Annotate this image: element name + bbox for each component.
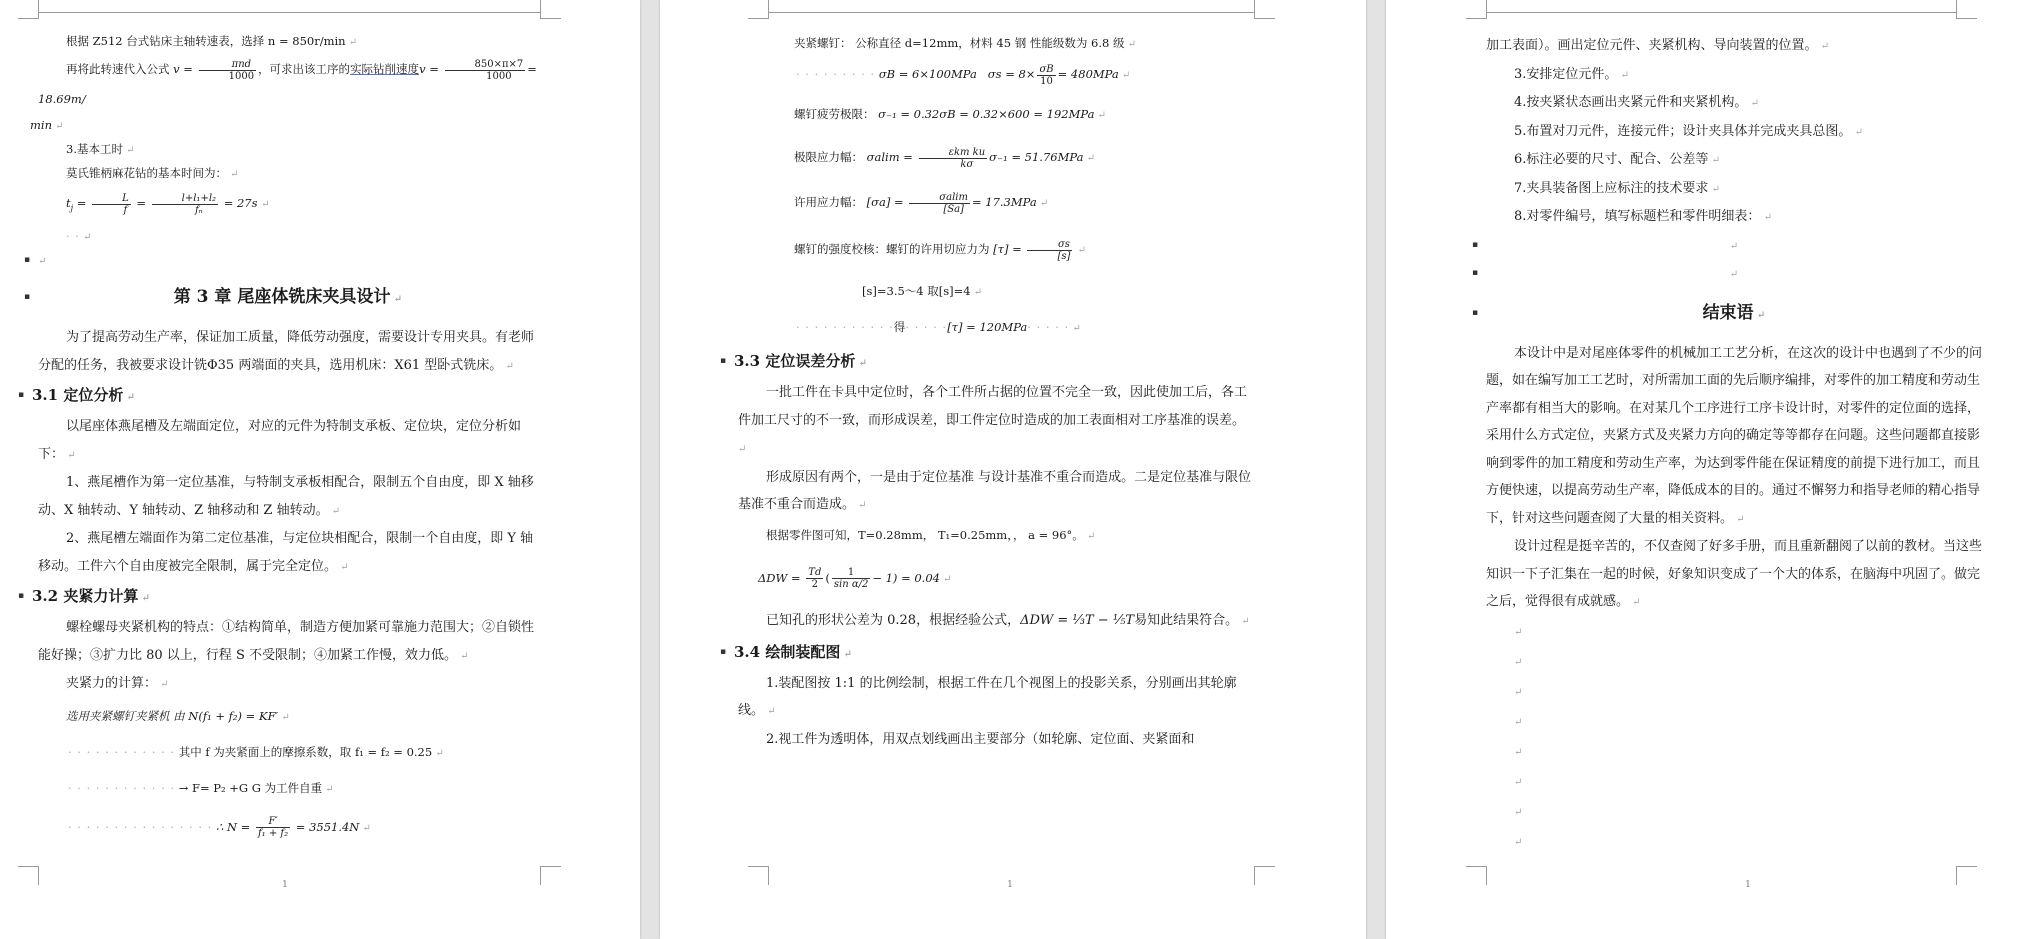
page-3-body <box>1486 32 1982 857</box>
actual-speed-text: 再将此转速代入公式 <box>66 62 170 76</box>
allowable-label: 许用应力幅： <box>794 195 863 209</box>
limit-label: 极限应力幅： <box>794 150 863 164</box>
fraction <box>909 192 970 215</box>
section-3-1-para: 以尾座体燕尾槽及左端面定位，对应的元件为特制支承板、定位块，定位分析如下： ↵ <box>38 413 538 469</box>
friction-text: 其中 f 为夹紧面上的摩擦系数，取 f₁ = f₂ = 0.25 <box>178 744 433 759</box>
force-relation-text: → F= P₂ +G G 为工件自重 <box>178 780 323 795</box>
chapter-intro: 为了提高劳动生产率，保证加工质量，降低劳动强度，需要设计专用夹具。有老师分配的任务，我被要求设计铣Φ35 两端面的夹具，选用机床：X61 型卧式铣床。 ↵ <box>38 324 538 380</box>
basic-time-heading: 3.基本工时 ↵ <box>38 138 538 162</box>
actual-speed-line <box>38 54 538 114</box>
fraction-denominator: 2 <box>811 579 819 590</box>
empty-paragraph <box>1514 617 1982 647</box>
section-3-2-para: 螺栓螺母夹紧机构的特点：①结构简单，制造方便加紧可靠施力范围大；②自锁性能好操；③扩力比 80 以上，行程 S 不受限制；④加紧工作慢，效力低。 ↵ <box>38 614 538 670</box>
section-3-4-item-1: 1.装配图按 1:1 的比例绘制，根据工件在几个视图上的投影关系，分别画出其轮廓线。 ↵ <box>738 670 1256 726</box>
empty-paragraph <box>1514 677 1982 707</box>
fraction-numerator: 1 <box>832 567 870 579</box>
formula-v: v = <box>173 62 197 76</box>
formula-result: σ₋₁ = 51.76MPa <box>989 150 1084 164</box>
page-number: 1 <box>1007 880 1013 890</box>
step-3: 3.安排定位元件。 ↵ <box>1486 61 1982 90</box>
dw-paren: ( <box>825 570 830 585</box>
fraction <box>445 59 526 82</box>
fatigue-formula: σ₋₁ = 0.32σB = 0.32×600 = 192MPa <box>878 107 1095 121</box>
page-2-body <box>734 32 1256 753</box>
step-7: 7.夹具装备图上应标注的技术要求 ↵ <box>1486 175 1982 204</box>
margin-corner-mark <box>1466 866 1487 885</box>
actual-speed-term: 实际钻削速度 <box>350 62 420 76</box>
fraction-denominator: [s] <box>1057 250 1071 262</box>
fraction-numerator: L <box>92 193 131 205</box>
fraction <box>199 59 256 82</box>
continued-text: 加工表面）。画出定位元件、夹紧机构、导向装置的位置。 ↵ <box>1486 32 1982 61</box>
header-line <box>768 12 1254 13</box>
allowable-stress <box>766 180 1256 226</box>
dw-formula-lhs: ΔDW = <box>758 570 805 585</box>
document-page-2 <box>660 0 1366 939</box>
empty-paragraph <box>1514 827 1982 857</box>
sigma-formulas: · · · · · · · · · σB = 6×100MPa σs = 8× $\frac{\sigma B}{10}$ = 480MPa ↵ <box>766 56 1256 94</box>
fatigue-label: 螺钉疲劳极限： <box>794 107 875 121</box>
section-3-4-title: ▪ 3.4 绘制装配图 ↵ <box>734 637 1256 670</box>
document-page-1 <box>0 0 640 939</box>
margin-corner-mark <box>540 0 561 19</box>
step-8: 8.对零件编号，填写标题栏和零件明细表： ↵ <box>1486 203 1982 232</box>
empty-paragraph <box>1514 707 1982 737</box>
screw-spec: 夹紧螺钉： 公称直径 d=12mm，材料 45 钢 性能级数为 6.8 级 ↵ <box>766 32 1256 56</box>
formula-t: t <box>66 196 71 210</box>
force-relation: · · · · · · · · · · · · → F= P₂ +G G 为工件自重 ↵ <box>38 771 538 807</box>
allowable-formula: [σa] = <box>866 195 908 209</box>
fraction <box>1037 64 1055 87</box>
sigma-s-formula: σs = 8× <box>987 67 1036 81</box>
formula-result: = 3551.4N <box>295 819 360 834</box>
fraction-numerator: σs <box>1027 239 1072 251</box>
formula-result: = 27s <box>223 196 258 210</box>
section-3-4-body <box>738 670 1256 754</box>
safety-factor: [s]=3.5～4 取[s]=4 ↵ <box>766 274 1256 310</box>
section-3-3-para-3: 根据零件图可知，T=0.28mm， T₁=0.25mm，， a = 96°。 ↵ <box>738 520 1256 552</box>
fraction-numerator: σB <box>1039 63 1054 75</box>
fraction <box>152 193 218 216</box>
header-line <box>1486 12 1956 13</box>
section-3-1-item-1: 1、燕尾槽作为第一定位基准，与特制支承板相配合，限制五个自由度，即 X 轴移动、X 轴转动、Y 轴转动、Z 轴移动和 Z 轴转动。 ↵ <box>38 469 538 525</box>
section-3-3-para-1: 一批工件在卡具中定位时，各个工件所占据的位置不完全一致，因此使加工后，各工件加工尺寸的不一致，而形成误差，即工件定位时造成的加工表面相对工序基准的误差。 ↵ <box>738 379 1256 464</box>
section-3-1-item-2: 2、燕尾槽左端面作为第二定位基准，与定位块相配合，限制一个自由度，即 Y 轴移动。工件六个自由度被完全限制，属于完全定位。 ↵ <box>38 525 538 581</box>
formula-n: ∴ N = <box>215 819 254 834</box>
fraction-denominator: [Sa] <box>943 203 964 215</box>
allowable-shear: · · · · · · · · · · ·得· · · · ·[τ] = 120MPa· · · · · ↵ <box>766 310 1256 346</box>
fraction-denominator: f₁ + f₂ <box>257 828 289 840</box>
empirical-formula: ΔDW = ⅓T − ⅕T <box>1020 612 1135 628</box>
time-formula: $t_j$ = $\frac{L}{f}$ = $\frac{\text{l+l₁+l₂}}{\text{fₙ}}$ = 27s ↵ <box>38 186 538 225</box>
empty-paragraph <box>1514 767 1982 797</box>
para-4-text: 易知此结果符合。 <box>1134 612 1239 628</box>
fraction-denominator: 1000 <box>486 70 512 82</box>
conclusion-para-1: 本设计中是对尾座体零件的机械加工工艺分析，在这次的设计中也遇到了不少的问题，如在编写加工工艺时，对所需加工面的先后顺序编排，对零件的加工精度和劳动生产率都有相当大的影响。在对某几个工序进行工序卡设计时，对零件的定位面的选择，采用什么方式定位，夹紧方式及夹紧力方向的确定等等都存在问题。这些问题都直接影响到零件的加工精度和劳动生产率，为达到零件能在保证精度的前提下进行加工，而且方便快速，以提高劳动生产率，降低成本的目的。通过不懈努力和指导老师的精心指导下，针对这些问题查阅了大量的相关资料。 ↵ <box>1486 340 1982 534</box>
empty-paragraph <box>1514 797 1982 827</box>
limit-formula: σalim = <box>866 150 917 164</box>
empty-paragraph: · · ↵ <box>38 225 538 249</box>
margin-corner-mark <box>1956 0 1977 19</box>
fraction-numerator: σalim <box>909 192 970 204</box>
fraction-numerator: 850×π×7 <box>445 59 526 71</box>
fraction-denominator: sin α/2 <box>833 579 869 590</box>
step-6: 6.标注必要的尺寸、配合、公差等 ↵ <box>1486 146 1982 175</box>
section-3-3-para-2: 形成原因有两个，一是由于定位基准 与设计基准不重合而造成。二是定位基准与限位基准不重合而造成。 ↵ <box>738 464 1256 520</box>
section-3-3-title: ▪ 3.3 定位误差分析 ↵ <box>734 346 1256 379</box>
formula-v: v = <box>419 62 443 76</box>
fraction <box>256 816 290 839</box>
page-number: 1 <box>1745 880 1751 890</box>
strength-label: 螺钉的强度校核：螺钉的许用切应力为 <box>794 242 990 256</box>
header-line <box>38 12 540 13</box>
step-4: 4.按夹紧状态画出夹紧元件和夹紧机构。 ↵ <box>1486 89 1982 118</box>
margin-corner-mark <box>1254 0 1275 19</box>
speed-selection: 根据 Z512 台式钻床主轴转速表，选择 n = 850r/min ↵ <box>38 30 538 54</box>
page-number: 1 <box>282 880 288 890</box>
empty-lines <box>1486 617 1982 857</box>
fraction <box>806 567 823 590</box>
margin-corner-mark <box>1956 866 1977 885</box>
fraction-numerator: Td <box>808 567 822 578</box>
section-3-3-para-4 <box>738 606 1256 637</box>
clamp-selection-formula: 选用夹紧螺钉夹紧机 由 N(f₁ + f₂) = KF′ ↵ <box>38 699 538 735</box>
actual-speed-result: = 18.69m/ <box>38 62 537 106</box>
fraction <box>1027 239 1072 262</box>
speed-unit: min ↵ <box>30 114 538 138</box>
normal-force-formula: · · · · · · · · · · · · · · · · ∴ N = $\frac{F'}{\text{f₁ + f₂}}$ = 3551.4N ↵ <box>38 807 538 849</box>
strength-formula: [τ] = <box>993 242 1026 256</box>
empty-paragraph <box>1514 737 1982 767</box>
fraction-numerator: εkm ku <box>919 147 988 159</box>
step-5: 5.布置对刀元件，连接元件；设计夹具体并完成夹具总图。 ↵ <box>1486 118 1982 147</box>
empty-paragraph <box>1514 647 1982 677</box>
section-3-1-title: ▪ 3.1 定位分析 ↵ <box>32 380 538 413</box>
tau-formula: [τ] = 120MPa <box>947 320 1028 334</box>
fraction <box>92 193 131 216</box>
chapter-title: ▪ 第 3 章 尾座体铣床夹具设计 ↵ <box>38 277 538 320</box>
margin-corner-mark <box>18 866 39 885</box>
clamping-force-heading: 夹紧力的计算： ↵ <box>38 670 538 699</box>
fraction <box>832 567 870 590</box>
friction-coefficient: · · · · · · · · · · · · 其中 f 为夹紧面上的摩擦系数，取 f₁ = f₂ = 0.25 ↵ <box>38 735 538 771</box>
page-1-body <box>30 30 538 849</box>
fraction-denominator: 1000 <box>228 70 255 82</box>
para-4-text: 已知孔的形状公差为 0.28，根据经验公式， <box>766 612 1021 628</box>
fraction-denominator: kσ <box>960 158 974 170</box>
section-3-4-item-2: 2.视工件为透明体，用双点划线画出主要部分（如轮廓、定位面、夹紧面和 <box>766 731 1195 747</box>
empty-paragraph <box>1486 260 1982 289</box>
empty-paragraph <box>38 249 538 273</box>
conclusion-para-2: 设计过程是挺辛苦的，不仅查阅了好多手册，而且重新翻阅了以前的教材。当这些知识一下子汇集在一起的时候，好象知识变成了一个大的体系，在脑海中巩固了。做完之后，觉得很有成就感。 ↵ <box>1486 533 1982 617</box>
formula-result: = 17.3MPa <box>971 195 1037 209</box>
actual-speed-text: ，可求出该工序的 <box>258 62 351 76</box>
margin-corner-mark <box>1466 0 1487 19</box>
fraction-denominator: 10 <box>1040 75 1053 87</box>
fraction-numerator: l+l₁+l₂ <box>152 193 218 205</box>
limit-stress <box>766 136 1256 180</box>
fraction-denominator: f <box>123 204 128 216</box>
conclusion-title: ▪ 结束语 ↵ <box>1486 293 1982 336</box>
fraction-denominator: fₙ <box>194 204 203 216</box>
margin-corner-mark <box>18 0 39 19</box>
formula-subscript: j <box>70 203 74 213</box>
margin-corner-mark <box>748 866 769 885</box>
margin-corner-mark <box>540 866 561 885</box>
sigma-b-formula: σB = 6×100MPa <box>878 67 977 81</box>
margin-corner-mark <box>1254 866 1275 885</box>
drill-time-text: 莫氏锥柄麻花钻的基本时间为： ↵ <box>38 162 538 186</box>
fatigue-limit <box>766 94 1256 136</box>
strength-check <box>766 226 1256 274</box>
margin-corner-mark <box>748 0 769 19</box>
fraction-numerator: πnd <box>199 59 256 71</box>
formula-result: − 1) = 0.04 <box>872 570 940 585</box>
section-3-3-body <box>738 379 1256 637</box>
section-3-2-title: ▪ 3.2 夹紧力计算 ↵ <box>32 581 538 614</box>
document-page-3 <box>1386 0 2022 939</box>
fraction <box>919 147 988 170</box>
dw-formula <box>738 552 1256 606</box>
fraction-numerator: F′ <box>256 816 290 828</box>
empty-paragraph <box>1486 232 1982 261</box>
tau-label: 得 <box>893 320 906 334</box>
formula-result: = 480MPa <box>1057 67 1119 81</box>
